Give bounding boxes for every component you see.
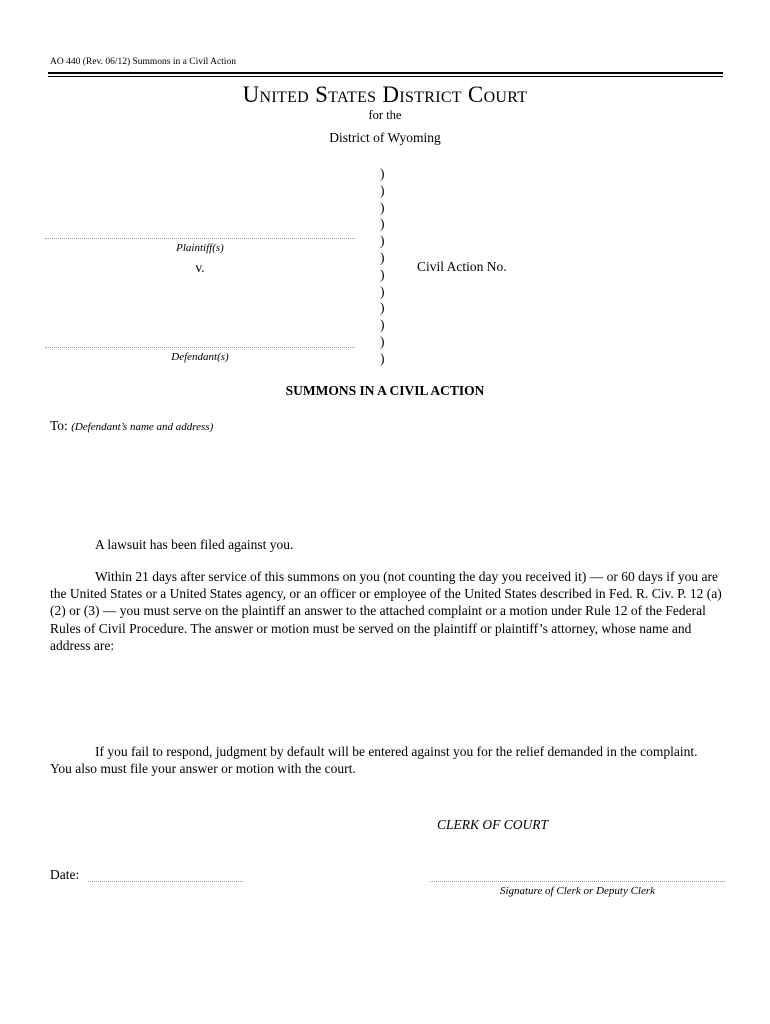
court-name: United States District Court — [242, 82, 528, 107]
summons-title: SUMMONS IN A CIVIL ACTION — [285, 383, 485, 398]
signature-field[interactable] — [430, 881, 725, 882]
caption-parentheses — [380, 166, 390, 368]
caption-paren: ) — [380, 233, 385, 249]
response-deadline-paragraph: Within 21 days after service of this summons on you (not counting the day you received it) — or 60 days if you are the United States or a United States agency, or an officer or employee of the United States described in Fed. R. Civ. P. 12 (a)(2) or (3) — you must serve on the plaintiff an answer to the attached complaint or a motion under Rule 12 of the Federal Rules of Civil Procedure. The answer or motion must be served on the plaintiff or plaintiff’s attorney, whose name and address are: — [50, 569, 722, 653]
header-rule-thick — [48, 72, 723, 74]
date-field[interactable] — [88, 881, 243, 882]
to-hint: (Defendant’s name and address) — [71, 421, 214, 433]
plaintiff-field[interactable] — [45, 238, 355, 239]
district-name: District of Wyoming — [329, 130, 441, 145]
civil-action-number-label: Civil Action No. — [417, 259, 507, 274]
for-the-label: for the — [368, 108, 402, 122]
default-judgment-paragraph: If you fail to respond, judgment by default will be entered against you for the relief demanded in the complaint. You also must file your answer or motion with the court. — [50, 744, 698, 777]
versus-label: v. — [195, 260, 205, 275]
caption-paren: ) — [380, 333, 385, 349]
defendant-label: Defendant(s) — [171, 351, 229, 363]
header-rule-thin — [48, 76, 723, 77]
date-label: Date: — [50, 867, 80, 882]
caption-paren: ) — [380, 317, 385, 333]
caption-paren: ) — [380, 166, 385, 181]
to-line — [50, 418, 213, 434]
caption-paren: ) — [380, 283, 385, 299]
caption-paren: ) — [380, 300, 385, 316]
caption-paren: ) — [380, 249, 385, 265]
lawsuit-filed-paragraph: A lawsuit has been filed against you. — [95, 537, 294, 552]
plaintiff-label: Plaintiff(s) — [176, 242, 224, 254]
to-label: To: — [50, 418, 68, 433]
caption-paren: ) — [380, 266, 385, 282]
caption-paren: ) — [380, 182, 385, 198]
caption-paren: ) — [380, 199, 385, 215]
caption-paren: ) — [380, 350, 385, 366]
form-code: AO 440 (Rev. 06/12) Summons in a Civil Action — [50, 57, 236, 67]
clerk-of-court-label: CLERK OF COURT — [437, 817, 549, 832]
signature-label: Signature of Clerk or Deputy Clerk — [499, 885, 656, 897]
defendant-field[interactable] — [45, 347, 355, 348]
caption-paren: ) — [380, 216, 385, 232]
